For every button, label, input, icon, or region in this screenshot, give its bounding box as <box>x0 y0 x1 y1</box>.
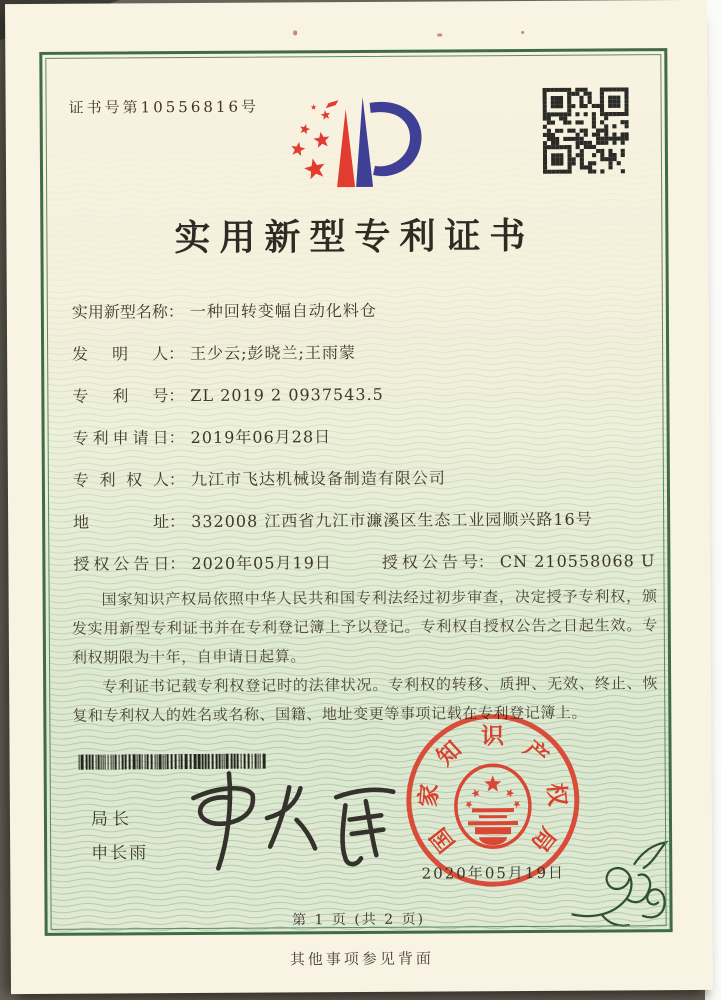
certificate-border-frame <box>39 48 672 936</box>
field-row-inventors <box>72 340 356 365</box>
barcode-bar <box>92 755 94 770</box>
field-row-name <box>72 298 377 323</box>
director-name: 申长雨 <box>91 843 149 864</box>
svg-text:识: 识 <box>480 722 505 750</box>
svg-text:家: 家 <box>414 782 444 808</box>
barcode-bar <box>122 754 124 769</box>
field-row-patentee <box>73 465 446 490</box>
field-value: 九江市飞达机械设备制造有限公司 <box>190 468 446 490</box>
field-row-patent-number <box>72 382 384 407</box>
barcode-bar <box>113 755 114 770</box>
barcode-bar <box>155 754 156 769</box>
field-label: 发明人 <box>72 344 169 364</box>
field-colon: ： <box>168 428 185 448</box>
field-colon: ： <box>169 512 186 532</box>
seal-date: 2020年05月19日 <box>421 863 566 883</box>
certificate-number: 证书号第10556816号 <box>68 97 260 117</box>
field-label: 授权公告号 <box>381 552 478 572</box>
svg-text:知: 知 <box>431 735 467 772</box>
director-title: 局长 <box>90 809 134 830</box>
field-colon: ： <box>477 552 494 572</box>
footer-note: 其他事项参见背面 <box>289 949 434 969</box>
field-value: 332008 江西省九江市濂溪区生态工业园顺兴路16号 <box>191 509 593 532</box>
legal-text <box>72 582 659 731</box>
field-label: 授权公告日 <box>73 554 170 574</box>
barcode-bar <box>147 754 149 769</box>
field-value: 一种回转变幅自动化料仓 <box>189 300 377 322</box>
legal-paragraph: 专利证书记载专利权登记时的法律状况。专利权的转移、质押、无效、终止、恢复和专利权人的姓名或名称、国籍、地址变更等事项记载在专利登记簿上。 <box>72 674 659 725</box>
barcode-bar <box>129 754 131 769</box>
certificate-paper <box>5 0 713 994</box>
barcode-bar <box>111 755 112 770</box>
national-emblem-icon <box>456 765 530 847</box>
barcode-bar <box>137 754 138 769</box>
barcode-bar <box>101 755 102 770</box>
field-row-grant <box>73 548 655 575</box>
field-label: 专利号 <box>72 386 169 406</box>
barcode-bar <box>163 754 164 769</box>
field-value: 2020年05月19日 <box>191 553 332 574</box>
seal-ring-text <box>414 722 571 857</box>
scan-speck <box>437 33 442 36</box>
barcode-bar <box>139 754 141 769</box>
scan-speck <box>293 30 297 35</box>
field-row-filing-date <box>73 424 332 449</box>
scan-speck <box>521 31 524 34</box>
field-row-address <box>73 507 593 533</box>
field-label: 专利申请日 <box>72 428 169 448</box>
cnipa-logo-icon <box>272 86 448 205</box>
field-label: 实用新型名称 <box>71 302 168 322</box>
barcode-bar <box>103 755 104 770</box>
barcode-bar <box>89 755 91 770</box>
field-colon: ： <box>169 554 186 574</box>
barcode-bar <box>133 754 136 769</box>
svg-text:国: 国 <box>424 822 461 858</box>
barcode-bar <box>79 755 80 770</box>
barcode-bar <box>125 754 127 769</box>
field-value: 2019年06月28日 <box>190 427 332 448</box>
barcode-bar <box>86 755 88 770</box>
barcode-bar <box>96 755 97 770</box>
field-label: 专利权人 <box>72 470 169 490</box>
legal-paragraph: 国家知识产权局依照中华人民共和国专利法经过初步审查，决定授予专利权，颁发实用新型专利证书并在专利登记簿上予以登记。专利权自授权公告之日起生效。专利权期限为十年，自申请日起算。 <box>71 587 658 667</box>
field-colon: ： <box>168 344 185 364</box>
field-colon: ： <box>167 302 184 322</box>
barcode-bar <box>119 754 120 769</box>
page-indicator: 第 1 页 (共 2 页) <box>292 911 426 929</box>
field-value: ZL 2019 2 0937543.5 <box>190 384 384 406</box>
barcode-bar <box>105 755 106 770</box>
barcode-bar <box>98 755 100 770</box>
barcode-bar <box>151 754 153 769</box>
svg-text:局: 局 <box>525 821 562 857</box>
official-seal <box>396 714 589 911</box>
barcode-bar <box>108 755 109 770</box>
barcode-bar <box>115 754 117 769</box>
field-colon: ： <box>168 386 185 406</box>
field-value: CN 210558068 U <box>499 551 656 572</box>
certificate-content <box>42 51 669 933</box>
barcode-bar <box>81 755 84 770</box>
director-signature-icon <box>165 763 421 875</box>
certificate-title: 实用新型专利证书 <box>174 214 535 260</box>
barcode-bar <box>142 754 143 769</box>
qr-code-icon <box>543 87 630 174</box>
corner-flourish-icon <box>571 833 674 936</box>
field-label: 地址 <box>73 512 170 532</box>
barcode-bar <box>157 754 158 769</box>
field-colon: ： <box>168 470 185 490</box>
svg-text:权: 权 <box>542 781 572 808</box>
barcode-bar <box>159 754 162 769</box>
field-value: 王少云;彭晓兰;王雨蒙 <box>190 343 356 364</box>
svg-text:产: 产 <box>518 735 554 771</box>
barcode-bar <box>145 754 146 769</box>
